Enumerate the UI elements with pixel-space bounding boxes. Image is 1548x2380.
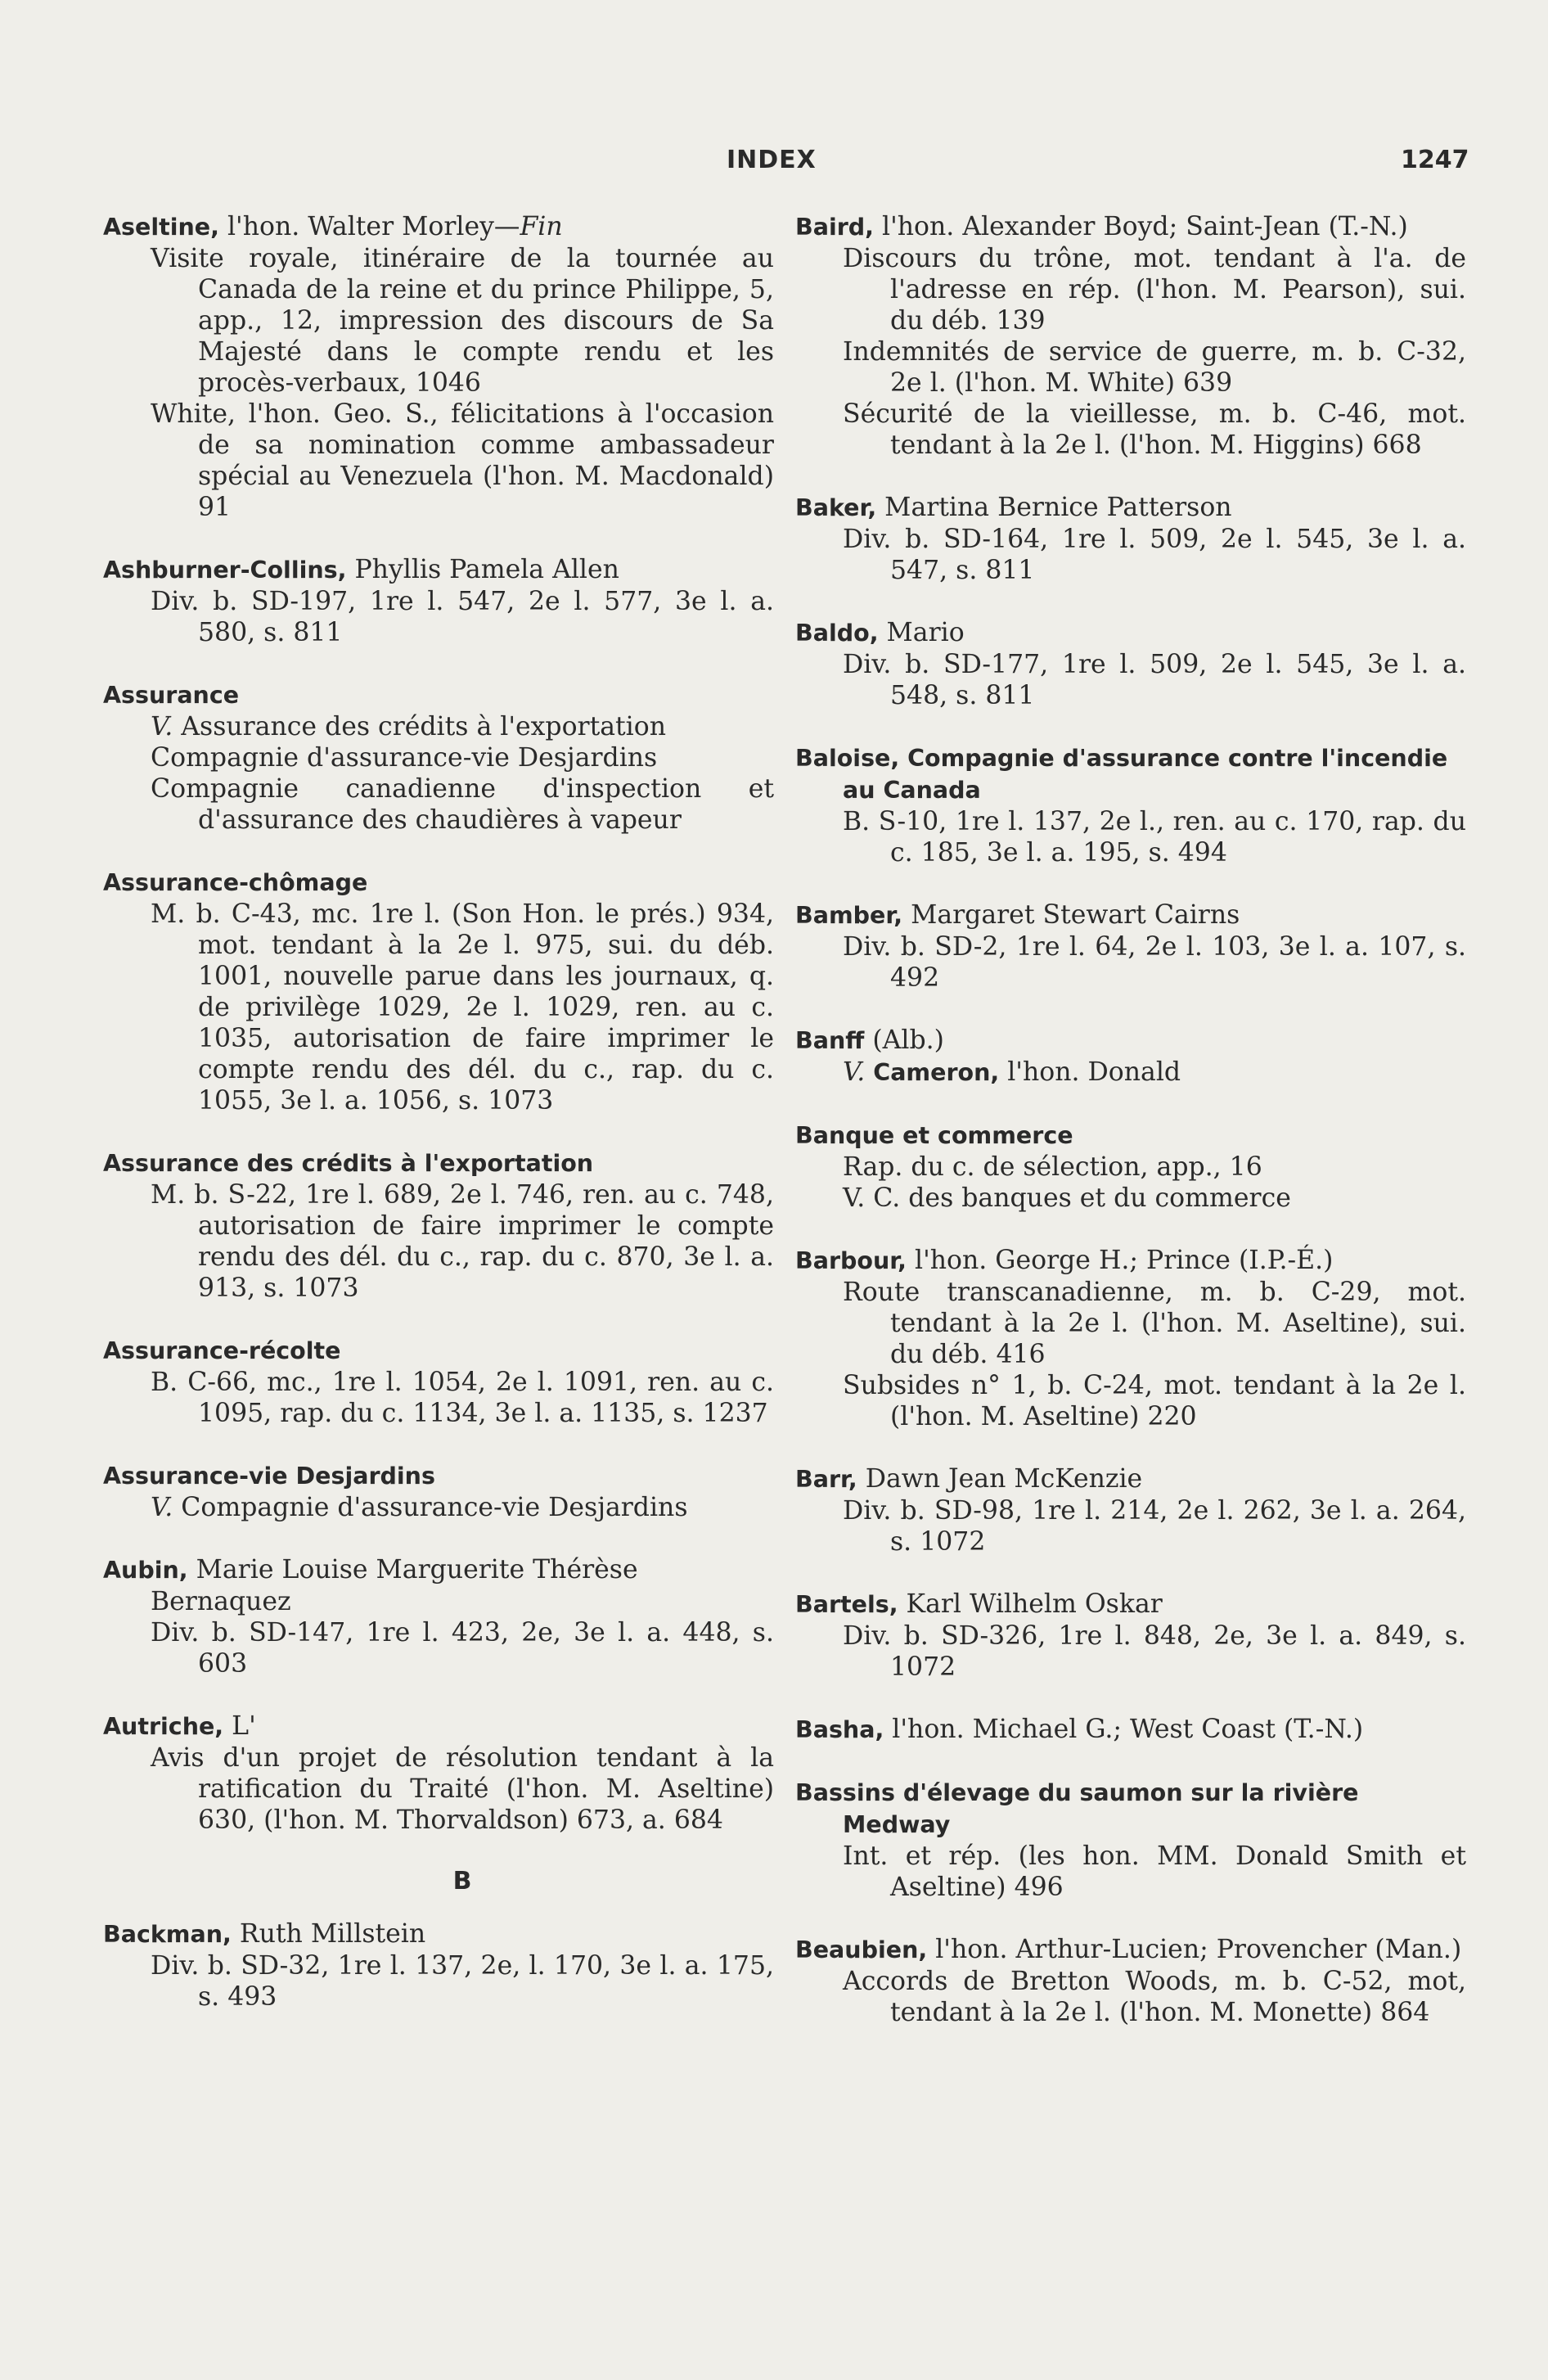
entry-term: Barbour, xyxy=(795,1247,907,1274)
index-entry-assurance xyxy=(103,679,774,836)
entry-heading xyxy=(103,1335,774,1367)
subentry xyxy=(103,1492,774,1523)
entry-heading xyxy=(795,1025,1466,1057)
entry-term: Barr, xyxy=(795,1466,857,1493)
entry-name: l'hon. George H.; Prince (I.P.-É.) xyxy=(906,1246,1334,1275)
entry-name: L' xyxy=(223,1711,256,1741)
subentry: Subsides n° 1, b. C-24, mot. tendant à la 2e l. (l'hon. M. Aseltine) 220 xyxy=(843,1371,1466,1431)
entry-term: Baloise, Compagnie d'assurance contre l'incendie au Canada xyxy=(795,745,1448,804)
entry-heading xyxy=(103,554,774,586)
entry-term: Banff xyxy=(795,1027,865,1054)
index-entry-backman xyxy=(103,1918,774,2013)
entry-name: l'hon. Walter Morley— xyxy=(218,212,520,241)
index-entry-barr xyxy=(795,1463,1466,1557)
subentry: M. b. S-22, 1re l. 689, 2e l. 746, ren. au c. 748, autorisation de faire imprimer le compte rendu des dél. du c., rap. du c. 870, 3e l. a. 913, s. 1073 xyxy=(151,1180,774,1303)
entry-term: Aubin, xyxy=(103,1557,188,1584)
entry-term: Basha, xyxy=(795,1716,884,1743)
index-entry-bamber xyxy=(795,899,1466,994)
entry-name: Ruth Millstein xyxy=(231,1919,426,1949)
index-entry-assurance-chomage xyxy=(103,867,774,1116)
subentry: Div. b. SD-147, 1re l. 423, 2e, 3e l. a. 448, s. 603 xyxy=(151,1618,774,1679)
index-entry-bartels xyxy=(795,1589,1466,1683)
entry-heading xyxy=(795,1589,1466,1620)
subentry: M. b. C-43, mc. 1re l. (Son Hon. le prés.) 934, mot. tendant à la 2e l. 975, sui. du déb. 1001, nouvelle parue dans les journaux, q. de privilège 1029, 2e l. 1029, ren. au c. 1035, autorisation de faire imprimer le compte rendu des dél. du c., rap. du c. 1055, 3e l. a. 1056, s. 1073 xyxy=(151,899,774,1116)
entry-heading xyxy=(795,1463,1466,1495)
see-reference-marker: V. xyxy=(843,1057,866,1087)
entry-heading xyxy=(795,1245,1466,1277)
index-entry-baker xyxy=(795,492,1466,586)
entry-term: Assurance xyxy=(103,682,240,709)
entry-term: Banque et commerce xyxy=(795,1122,1073,1149)
right-column xyxy=(795,211,1466,2059)
index-entry-beaubien xyxy=(795,1934,1466,2028)
subentry: Discours du trône, mot. tendant à l'a. de l'adresse en rép. (l'hon. M. Pearson), sui. du déb. 139 xyxy=(843,244,1466,336)
entry-heading xyxy=(103,1918,774,1950)
left-column xyxy=(103,211,774,2044)
entry-suffix: Fin xyxy=(520,212,563,241)
entry-heading xyxy=(795,492,1466,524)
entry-term: Bartels, xyxy=(795,1591,898,1618)
entry-heading xyxy=(795,1120,1466,1152)
subentry: Rap. du c. de sélection, app., 16 xyxy=(843,1152,1262,1182)
entry-term: Bamber, xyxy=(795,902,903,929)
entry-term: Aseltine, xyxy=(103,214,219,241)
entry-name: Karl Wilhelm Oskar xyxy=(898,1589,1163,1619)
subentry: Int. et rép. (les hon. MM. Donald Smith et Aseltine) 496 xyxy=(843,1841,1466,1902)
see-reference-marker: V. xyxy=(151,1493,173,1522)
index-entry-banque xyxy=(795,1120,1466,1214)
entry-term: Ashburner-Collins, xyxy=(103,557,347,584)
entry-term: Baker, xyxy=(795,494,877,521)
index-entry-bassins xyxy=(795,1777,1466,1903)
subentry: Div. b. SD-326, 1re l. 848, 2e, 3e l. a. 849, s. 1072 xyxy=(843,1621,1466,1682)
entry-heading xyxy=(795,899,1466,931)
subentry: Avis d'un projet de résolution tendant à la ratification du Traité (l'hon. M. Aseltine) 630, (l'hon. M. Thorvaldson) 673, a. 684 xyxy=(151,1743,774,1835)
subentry: Div. b. SD-164, 1re l. 509, 2e l. 545, 3e l. a. 547, s. 811 xyxy=(843,525,1466,585)
entry-name: Dawn Jean McKenzie xyxy=(857,1464,1143,1494)
subentry: V. C. des banques et du commerce xyxy=(843,1183,1291,1213)
entry-term: Baldo, xyxy=(795,620,879,647)
index-entry-barbour xyxy=(795,1245,1466,1432)
running-title: INDEX xyxy=(727,146,817,174)
entry-name: Margaret Stewart Cairns xyxy=(902,900,1240,930)
entry-heading xyxy=(795,1934,1466,1966)
entry-name: Martina Bernice Patterson xyxy=(876,493,1232,522)
entry-name: (Alb.) xyxy=(864,1025,944,1055)
entry-name: l'hon. Michael G.; West Coast (T.-N.) xyxy=(884,1715,1364,1744)
index-entry-banff xyxy=(795,1025,1466,1089)
entry-heading xyxy=(795,1777,1466,1841)
entry-heading xyxy=(103,1147,774,1179)
index-entry-baloise xyxy=(795,742,1466,868)
entry-heading xyxy=(103,1711,774,1742)
index-entry-basha xyxy=(795,1714,1466,1746)
entry-heading xyxy=(103,867,774,899)
entry-name: l'hon. Alexander Boyd; Saint-Jean (T.-N.) xyxy=(874,212,1408,241)
page-header xyxy=(0,146,1548,187)
index-entry-assurance-vie xyxy=(103,1460,774,1523)
entry-heading xyxy=(795,1714,1466,1746)
subentry: Sécurité de la vieillesse, m. b. C-46, mot. tendant à la 2e l. (l'hon. M. Higgins) 668 xyxy=(843,399,1466,460)
entry-term: Baird, xyxy=(795,214,875,241)
entry-heading xyxy=(795,211,1466,243)
entry-heading xyxy=(103,1460,774,1492)
subentry: Div. b. SD-177, 1re l. 509, 2e l. 545, 3e l. a. 548, s. 811 xyxy=(843,650,1466,710)
subentry: Indemnités de service de guerre, m. b. C-32, 2e l. (l'hon. M. White) 639 xyxy=(843,337,1466,398)
entry-heading xyxy=(795,617,1466,649)
subentry: Compagnie canadienne d'inspection et d'assurance des chaudières à vapeur xyxy=(151,774,774,835)
entry-heading xyxy=(103,679,774,711)
index-entry-baldo xyxy=(795,617,1466,711)
entry-name: Marie Louise Marguerite Thérèse Bernaquez xyxy=(151,1555,638,1616)
index-entry-aubin xyxy=(103,1554,774,1679)
subentry: Compagnie d'assurance-vie Desjardins xyxy=(151,743,658,773)
entry-term: Autriche, xyxy=(103,1713,224,1740)
subentry xyxy=(103,711,774,742)
index-entry-ashburner-collins xyxy=(103,554,774,648)
subentry: White, l'hon. Geo. S., félicitations à l'occasion de sa nomination comme ambassadeur spécial au Venezuela (l'hon. M. Macdonald) 91 xyxy=(151,399,774,522)
entry-heading xyxy=(103,211,774,243)
index-entry-baird xyxy=(795,211,1466,461)
entry-term: Beaubien, xyxy=(795,1936,928,1963)
subentry: Visite royale, itinéraire de la tournée au Canada de la reine et du prince Philippe, 5, app., 12, impression des discours de Sa Majesté dans le compte rendu et les procès-verbaux, 1046 xyxy=(151,244,774,398)
entry-term: Assurance-vie Desjardins xyxy=(103,1463,435,1490)
see-reference-marker: V. xyxy=(151,712,173,741)
entry-name: l'hon. Arthur-Lucien; Provencher (Man.) xyxy=(927,1935,1462,1964)
subentry: B. C-66, mc., 1re l. 1054, 2e l. 1091, ren. au c. 1095, rap. du c. 1134, 3e l. a. 1135, s. 1237 xyxy=(151,1368,774,1428)
entry-term: Assurance-chômage xyxy=(103,869,368,896)
entry-name: Mario xyxy=(878,618,965,647)
entry-term: Bassins d'élevage du saumon sur la rivière Medway xyxy=(795,1779,1359,1838)
entry-name: Phyllis Pamela Allen xyxy=(346,555,619,584)
page-number: 1247 xyxy=(1401,146,1469,174)
index-entry-assurance-recolte xyxy=(103,1335,774,1429)
index-entry-assurance-credits xyxy=(103,1147,774,1304)
index-entry-aseltine xyxy=(103,211,774,523)
subentry: Div. b. SD-197, 1re l. 547, 2e l. 577, 3e l. a. 580, s. 811 xyxy=(151,587,774,647)
subentry: B. S-10, 1re l. 137, 2e l., ren. au c. 170, rap. du c. 185, 3e l. a. 195, s. 494 xyxy=(843,807,1466,868)
index-entry-autriche xyxy=(103,1711,774,1836)
entry-term: Backman, xyxy=(103,1921,232,1948)
see-reference: Assurance des crédits à l'exportation xyxy=(181,712,667,741)
see-reference: l'hon. Donald xyxy=(999,1057,1181,1087)
subentry xyxy=(795,1057,1466,1089)
subentry: Route transcanadienne, m. b. C-29, mot. tendant à la 2e l. (l'hon. M. Aseltine), sui. du déb. 416 xyxy=(843,1278,1466,1369)
see-reference: Compagnie d'assurance-vie Desjardins xyxy=(181,1493,688,1522)
subentry: Div. b. SD-2, 1re l. 64, 2e l. 103, 3e l. a. 107, s. 492 xyxy=(843,932,1466,993)
entry-heading xyxy=(103,1554,774,1617)
entry-term: Assurance-récolte xyxy=(103,1337,341,1364)
entry-term: Assurance des crédits à l'exportation xyxy=(103,1150,594,1177)
subentry: Div. b. SD-98, 1re l. 214, 2e l. 262, 3e l. a. 264, s. 1072 xyxy=(843,1496,1466,1557)
section-letter: B xyxy=(452,1867,472,1895)
subentry: Accords de Bretton Woods, m. b. C-52, mot, tendant à la 2e l. (l'hon. M. Monette) 864 xyxy=(843,1967,1466,2027)
entry-heading xyxy=(795,742,1466,806)
see-reference-term: Cameron, xyxy=(873,1059,1000,1086)
subentry: Div. b. SD-32, 1re l. 137, 2e, l. 170, 3e l. a. 175, s. 493 xyxy=(151,1951,774,2012)
